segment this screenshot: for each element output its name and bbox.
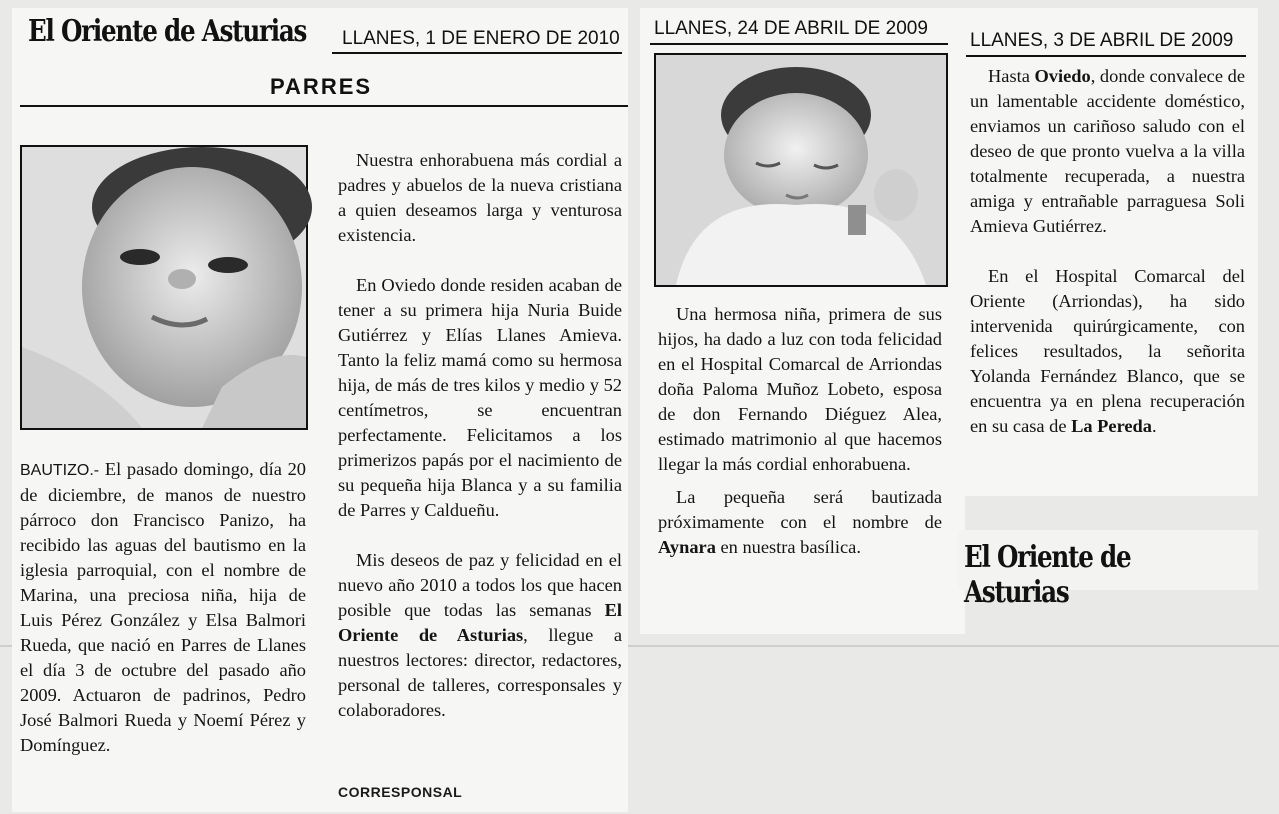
signature: CORRESPONSAL — [338, 784, 463, 800]
place-name: La Pereda — [1071, 416, 1152, 436]
paragraph-birth-oviedo: En Oviedo donde residen acaban de tener a su primera hija Nuria Buide Gutiérrez y Elías Llanes Amieva. Tanto la feliz mamá como su hermosa hija, de más de tres kilos y medio y 52 centímetros, se encuentran perfectamente. Felicitamos a los primerizos papás por el nacimiento de su pequeña hija Blanca y a su familia de Parres y Caldueñu. — [338, 275, 622, 520]
clipping-parres — [12, 8, 628, 812]
dateline-rule — [332, 52, 622, 54]
newspaper-name: El Oriente de Asturias — [338, 600, 622, 645]
masthead-clipping — [958, 530, 1258, 610]
article-baptism — [20, 457, 306, 758]
paragraph-hospital: En el Hospital Comarcal del Oriente (Arriondas), ha sido intervenida quirúrgicamente, con felices resultados, la señorita Yolanda Fernández Blanco, que se encuentra ya en plena recuperación en su casa de La Pereda. — [970, 266, 1245, 436]
masthead: El Oriente de Asturias — [28, 14, 307, 49]
paragraph-new-year-wishes: Mis deseos de paz y felicidad en el nuevo año 2010 a todos los que hacen posible que todas las semanas El Oriente de Asturias, llegue a nuestros lectores: director, redactores, personal de talleres, corresponsales y colaboradores. — [338, 550, 622, 720]
dateline-rule — [966, 55, 1246, 57]
article-body: El pasado domingo, día 20 de diciembre, de manos de nuestro párroco don Francisco Panizo, ha recibido las aguas del bautismo en la iglesia parroquial, con el nombre de Marina, una preciosa niña, hija de Luis Pérez González y Elsa Balmori Rueda, que nació en Parres de Llanes el día 3 de octubre del pasado año 2009. Actuaron de padrinos, Pedro José Balmori Rueda y Noemí Pérez y Domínguez. — [20, 459, 306, 755]
section-rule — [20, 105, 628, 107]
dateline-rule — [650, 43, 948, 45]
section-title: PARRES — [270, 74, 373, 99]
article-column-2 — [338, 148, 622, 723]
article-recoveries — [970, 64, 1245, 439]
paragraph-birth: Una hermosa niña, primera de sus hijos, ha dado a luz con toda felicidad en el Hospital Comarcal de Arriondas doña Paloma Muñoz Lobeto, esposa de don Fernando Diéguez Alea, estimado matrimonio al que hacemos llegar la más cordial enhorabuena. — [658, 304, 942, 474]
paragraph-baptism-announcement: La pequeña será bautizada próximamente con el nombre de Aynara en nuestra basílica. — [658, 487, 942, 557]
baby-photo-aynara — [654, 53, 948, 287]
baby-name: Aynara — [658, 537, 716, 557]
article-lead: BAUTIZO.- — [20, 462, 100, 479]
dateline: LLANES, 24 DE ABRIL DE 2009 — [654, 18, 928, 39]
article-birth-aynara — [658, 302, 942, 560]
clipping-recoveries — [958, 8, 1258, 496]
paragraph-congratulations: Nuestra enhorabuena más cordial a padres y abuelos de la nueva cristiana a quien deseamos larga y venturosa existencia. — [338, 150, 622, 245]
clipping-aynara — [640, 8, 965, 634]
city-name: Oviedo — [1034, 66, 1091, 86]
masthead: El Oriente de Asturias — [964, 540, 1131, 610]
dateline: LLANES, 1 DE ENERO DE 2010 — [342, 28, 620, 49]
paragraph-oviedo: Hasta Oviedo, donde convalece de un lamentable accidente doméstico, enviamos un cariñoso saludo con el deseo de que pronto vuelva a la villa totalmente recuperada, a nuestra amiga y entrañable parraguesa Soli Amieva Gutiérrez. — [970, 66, 1245, 236]
dateline: LLANES, 3 DE ABRIL DE 2009 — [970, 30, 1234, 51]
baby-photo-marina — [20, 145, 308, 430]
